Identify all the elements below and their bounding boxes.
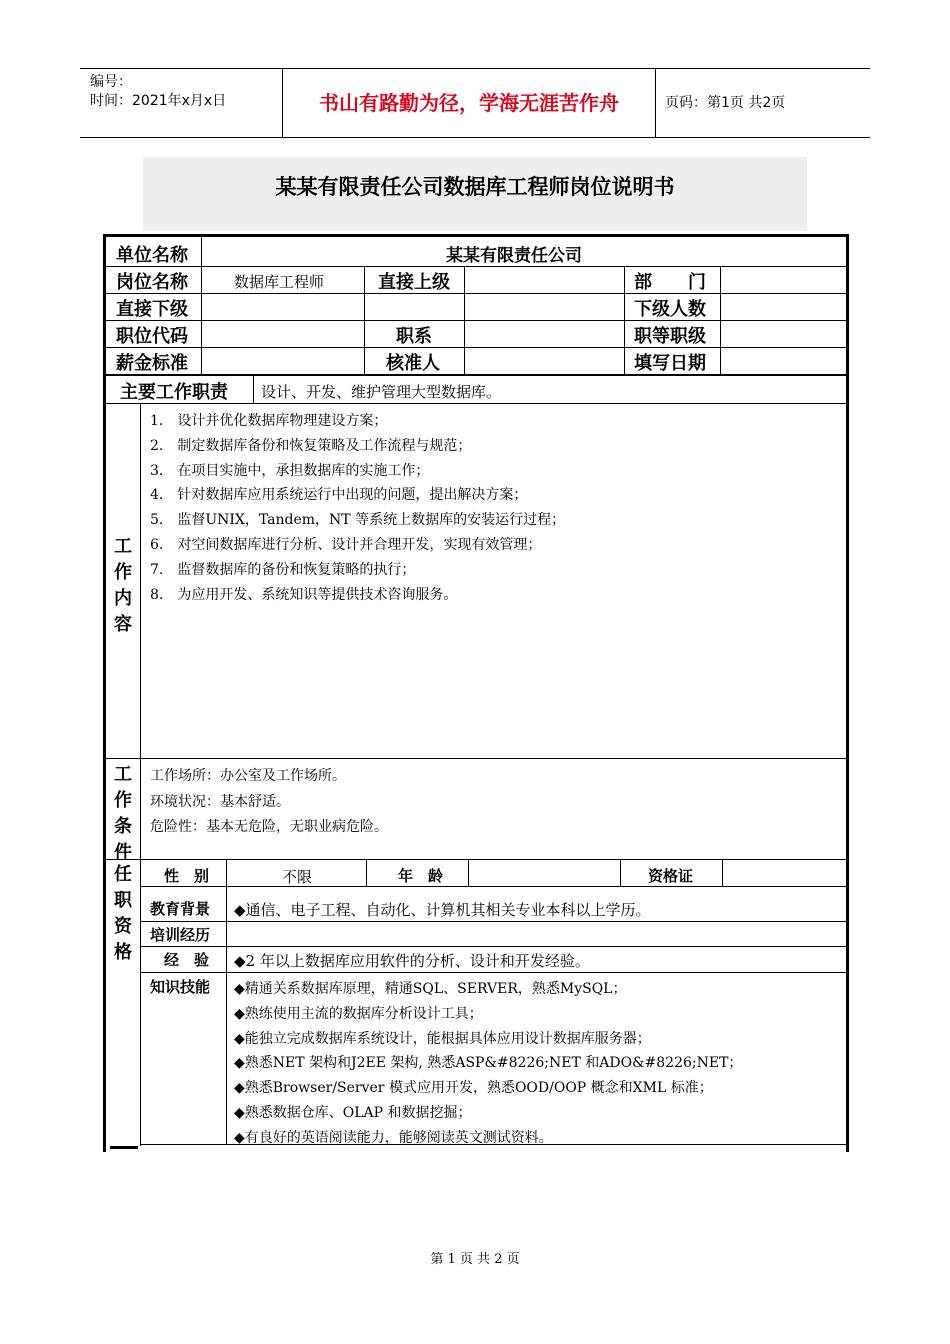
education-value: ◆通信、电子工程、自动化、计算机其相关专业本科以上学历。 [234,901,651,919]
training-label: 培训经历 [150,926,211,944]
education-label: 教育背景 [150,900,211,918]
header-meta [80,69,282,137]
page-header [80,68,870,138]
list-item: ◆有良好的英语阅读能力，能够阅读英文测试资料。 [234,1129,553,1146]
position-name-label: 岗位名称 [116,272,188,293]
list-item: 2. 制定数据库备份和恢复策略及工作流程与规范； [150,437,472,454]
list-item: ◆熟练使用主流的数据库分析设计工具； [234,1005,483,1022]
age-label: 年 龄 [398,867,444,885]
list-item: ◆熟悉Browser/Server 模式应用开发，熟悉OOD/OOP 概念和XML 标准； [234,1080,713,1097]
header-page-cell [655,69,870,137]
work-conditions-list [150,764,388,841]
document-time-label: 时间：2021年x月x日 [90,93,227,109]
fill-date-label: 填写日期 [634,353,706,374]
grade-level-label: 职等职级 [634,326,706,347]
list-item: ◆能独立完成数据库系统设计，能根据具体应用设计数据库服务器； [234,1030,651,1047]
direct-superior-label: 直接上级 [378,272,450,293]
title-band [143,157,807,231]
direct-subordinate-label: 直接下级 [116,299,188,320]
skills-list [234,977,742,1151]
list-item: 1. 设计并优化数据库物理建设方案； [150,413,388,429]
experience-label: 经 验 [164,951,210,969]
subordinate-count-label: 下级人数 [634,299,706,320]
motto-text: 书山有路勤为径，学海无涯苦作舟 [319,91,619,115]
work-conditions-label: 工 作 条 件 [114,764,132,863]
work-content-label: 工 作 内 容 [114,536,132,635]
gender-value: 不限 [282,868,313,886]
position-name-value: 数据库工程师 [234,273,325,291]
main-duty-label: 主要工作职责 [120,382,228,403]
list-item: 5. 监督UNIX，Tandem，NT 等系统上数据库的安装运行过程； [150,512,566,529]
work-content-list [150,409,565,607]
list-item: 7. 监督数据库的备份和恢复策略的执行； [150,561,416,578]
list-item: 4. 针对数据库应用系统运行中出现的问题，提出解决方案； [150,487,528,504]
document-title: 某某有限责任公司数据库工程师岗位说明书 [275,174,675,199]
page-info: 页码：第1页 共2页 [665,95,786,111]
list-item: ◆熟悉NET 架构和J2EE 架构, 熟悉ASP&#8226;NET 和ADO&#8226;NET； [234,1055,743,1072]
list-item: ◆精通关系数据库原理，精通SQL、SERVER，熟悉MySQL； [234,981,627,997]
list-item: 工作场所：办公室及工作场所。 [150,768,346,784]
gender-label: 性 别 [164,867,210,885]
header-motto-cell [282,69,656,137]
experience-value: ◆2 年以上数据库应用软件的分析、设计和开发经验。 [234,952,590,970]
job-description-form [103,234,849,1152]
list-item: 6. 对空间数据库进行分析、设计并合理开发，实现有效管理； [150,536,542,553]
department-label: 部 门 [634,272,706,293]
list-item: 环境状况：基本舒适。 [150,793,290,810]
document-number-label: 编号： [90,74,132,90]
position-code-label: 职位代码 [116,326,188,347]
qualifications-label: 任 职 资 格 [114,864,132,963]
list-item: 8. 为应用开发、系统知识等提供技术咨询服务。 [150,586,458,603]
list-item: ◆熟悉数据仓库、OLAP 和数据挖掘； [234,1104,472,1121]
unit-name-label: 单位名称 [116,245,188,266]
unit-name-value: 某某有限责任公司 [446,246,582,266]
certificate-label: 资格证 [648,867,694,885]
page-footer: 第 1 页 共 2 页 [430,1252,520,1267]
salary-standard-label: 薪金标准 [116,353,188,374]
list-item: 危险性：基本无危险，无职业病危险。 [150,819,388,835]
list-item: 3. 在项目实施中，承担数据库的实施工作； [150,462,430,479]
job-series-label: 职系 [396,326,432,347]
approver-label: 核准人 [386,353,440,374]
skills-label: 知识技能 [150,978,211,996]
main-duty-value: 设计、开发、维护管理大型数据库。 [261,383,502,401]
